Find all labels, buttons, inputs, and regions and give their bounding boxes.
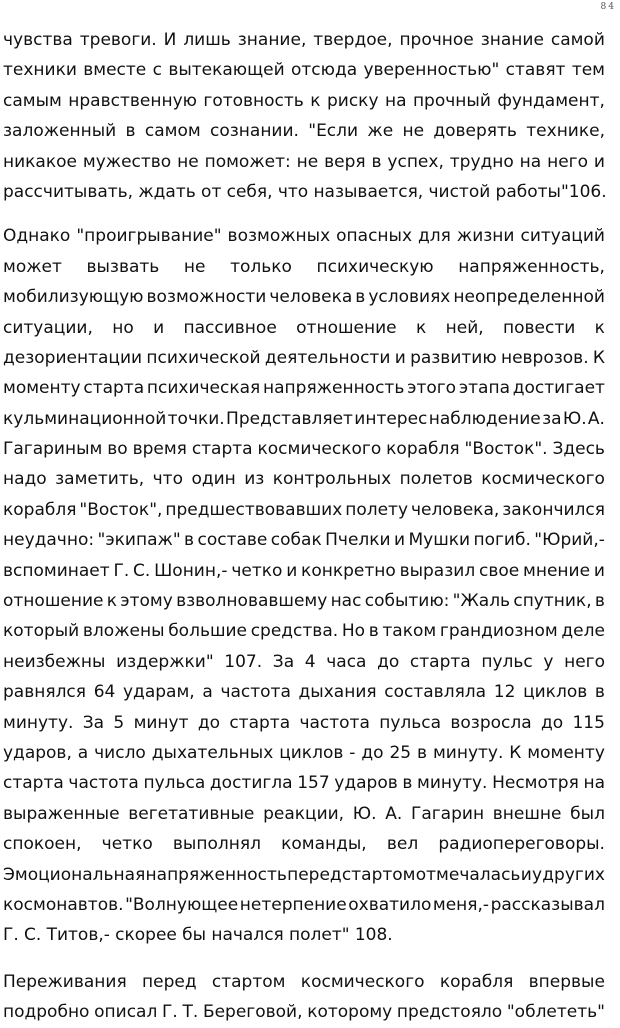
text-line: неизбежны издержки" 107. За 4 часа до старта пульс у него	[3, 651, 605, 672]
text-line: мобилизующую возможности человека в условиях неопределенной	[3, 287, 605, 308]
text-line: Однако "проигрывание" возможных опасных для жизни ситуаций	[3, 226, 605, 247]
text-line: кульминационной точки. Представляет интерес наблюдение за Ю. А.	[3, 408, 605, 429]
text-line: дезориентации психической деятельности и развитию неврозов. К	[3, 347, 605, 368]
text-line: Г. С. Титов,- скорее бы начался полет" 108.	[3, 925, 393, 946]
document-body	[3, 25, 605, 1028]
text-line: космонавтов. "Волнующее нетерпение охватило меня,- рассказывал	[3, 894, 605, 915]
text-line: подробно описал Г. Т. Береговой, которому предстояло "облететь"	[3, 1002, 605, 1023]
text-line: который вложены большие средства. Но в таком грандиозном деле	[3, 621, 605, 642]
text-line: ударов, а число дыхательных циклов - до 25 в минуту. К моменту	[3, 742, 605, 763]
text-line: выраженные вегетативные реакции, Ю. А. Гагарин внешне был	[3, 803, 605, 824]
text-line: техники вместе с вытекающей отсюда уверенностью" ставят тем	[3, 60, 605, 81]
text-line: чувства тревоги. И лишь знание, твердое, прочное знание самой	[3, 30, 605, 50]
text-line: ситуации, но и пассивное отношение к ней, повести к	[3, 317, 605, 338]
text-line: отношение к этому взволновавшему нас событию: "Жаль спутник, в	[3, 591, 605, 612]
paragraph	[3, 221, 605, 950]
text-line: равнялся 64 ударам, а частота дыхания составляла 12 циклов в	[3, 682, 605, 703]
text-line: неудачно: "экипаж" в составе собак Пчелки и Мушки погиб. "Юрий,-	[3, 530, 605, 551]
text-line: Переживания перед стартом космического корабля впервые	[3, 971, 605, 992]
text-line: корабля "Восток", предшествовавших полету человека, закончился	[3, 499, 605, 520]
paragraph	[3, 25, 605, 207]
text-line: минуту. За 5 минут до старта частота пульса возросла до 115	[3, 712, 605, 733]
text-line: заложенный в самом сознании. "Если же не доверять технике,	[3, 121, 605, 142]
text-line: самым нравственную готовность к риску на прочный фундамент,	[3, 90, 605, 111]
paragraph-spacer	[3, 951, 605, 967]
paragraph-spacer	[3, 207, 605, 221]
paragraph	[3, 967, 605, 1028]
text-line: моменту старта психическая напряженность этого этапа достигает	[3, 378, 605, 399]
page-number: 84	[600, 2, 616, 12]
text-line: вспоминает Г. С. Шонин,- четко и конкретно выразил свое мнение и	[3, 560, 605, 581]
text-line: надо заметить, что один из контрольных полетов космического	[3, 469, 605, 490]
text-line: может вызвать не только психическую напряженность,	[3, 256, 605, 277]
text-line: рассчитывать, ждать от себя, что называется, чистой работы"106.	[3, 181, 607, 202]
text-line: Эмоциональная напряженность перед стартом отмечалась и у других	[3, 864, 605, 885]
text-line: никакое мужество не поможет: не веря в успех, трудно на него и	[3, 151, 605, 172]
text-line: спокоен, четко выполнял команды, вел радиопереговоры.	[3, 834, 605, 855]
text-line: Гагариным во время старта космического корабля "Восток". Здесь	[3, 439, 605, 460]
text-line: старта частота пульса достигла 157 ударов в минуту. Несмотря на	[3, 773, 605, 794]
